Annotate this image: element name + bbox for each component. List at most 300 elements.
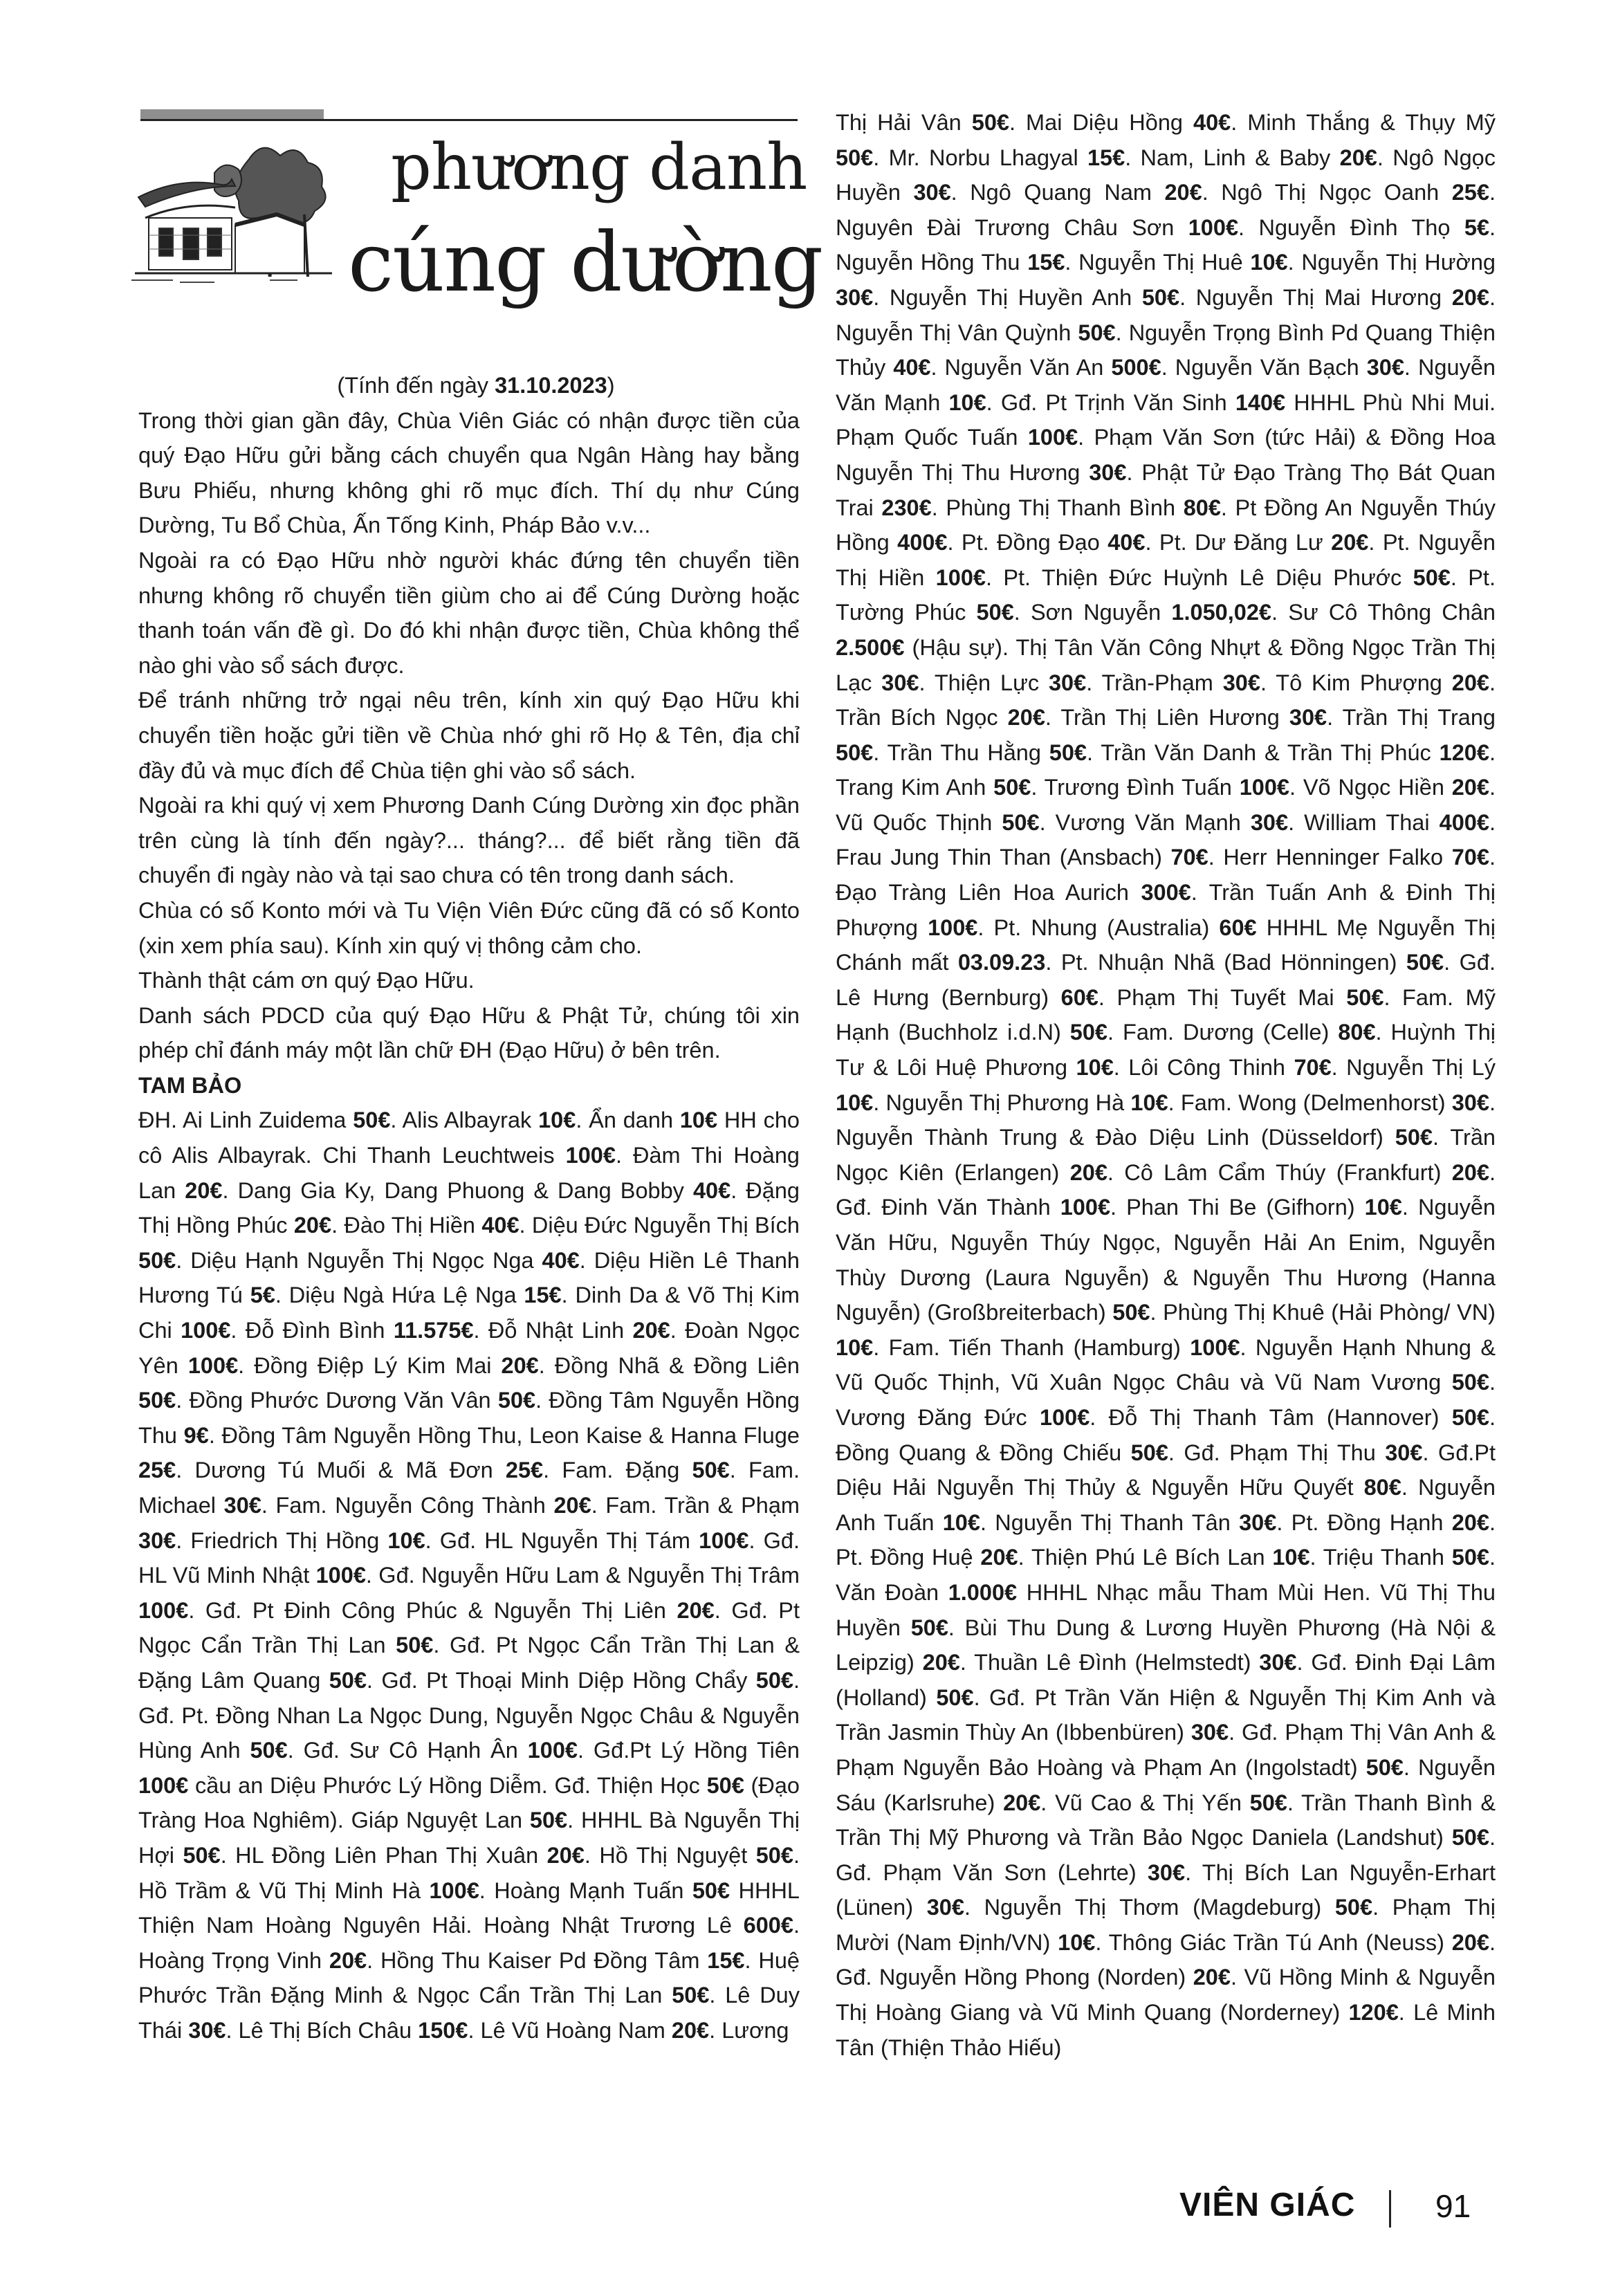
donor-text: . Nguyễn Văn Bạch — [1161, 355, 1367, 380]
donor-text: . Nguyễn Thị Phương Hà — [873, 1090, 1131, 1115]
donation-amount: 50€ — [250, 1738, 288, 1763]
donation-amount: 10€ — [1250, 250, 1288, 275]
donor-text: . Gđ. Pt Ngọc Cẩn Trần Thị Lan & Đặng Lâm Quang — [138, 1633, 800, 1693]
date-value: 31.10.2023 — [495, 373, 607, 398]
donation-amount: 30€ — [1089, 459, 1127, 485]
donation-amount: 500€ — [1111, 355, 1161, 380]
page-title-line1: phương danh — [391, 130, 807, 204]
donation-amount: 20€ — [1451, 1509, 1489, 1535]
donation-amount: 100€ — [315, 1563, 366, 1588]
donor-text: . Đào Thị Hiền — [331, 1213, 482, 1238]
donor-text: . Huỳnh Thị Tư & Lôi Huệ Phương — [836, 1020, 1496, 1081]
donor-text: . Frau Jung Thin Than (Ansbach) — [836, 809, 1496, 870]
donor-text: . Nguyễn Thị Huyền Anh — [873, 284, 1142, 310]
donor-text: . Nguyễn Trọng Bình Pd Quang Thiện Thủy — [836, 320, 1496, 380]
donor-text: . Minh Thắng & Thụy Mỹ — [1231, 110, 1496, 135]
donor-text: . Trần Thu Hằng — [873, 740, 1049, 765]
donation-amount: 50€ — [1346, 984, 1384, 1010]
donation-amount: 50€ — [755, 1667, 793, 1693]
intro-paragraph: Để tránh những trở ngại nêu trên, kính xin quý Đạo Hữu khi chuyển tiền hoặc gửi tiền về Chùa nhớ ghi rõ Họ & Tên, địa chỉ đầy đủ và mục đích để Chùa tiện ghi vào sổ sách. — [138, 688, 800, 783]
donation-amount: 30€ — [188, 2017, 226, 2043]
donor-text: . Dương Tú Muối & Mã Đơn — [176, 1458, 506, 1483]
donation-amount: 20€ — [1451, 1159, 1489, 1185]
donor-text: . Pt. Nhuận Nhã (Bad Hönningen) — [1045, 950, 1406, 975]
donor-text: . Tô Kim Phượng — [1260, 670, 1452, 695]
donor-text: . Đàm Thi Hoàng Lan — [138, 1143, 800, 1203]
donation-amount: 30€ — [1048, 670, 1087, 695]
donor-text: . Nguyễn Hạnh Nhung & Vũ Quốc Thịnh, Vũ Xuân Ngọc Châu và Vũ Nam Vương — [836, 1334, 1496, 1395]
donor-text: . Cô Lâm Cẩm Thúy (Frankfurt) — [1107, 1159, 1452, 1185]
donation-amount: 40€ — [1107, 530, 1146, 555]
donation-amount: 100€ — [1188, 214, 1239, 240]
donation-amount: 50€ — [936, 1684, 974, 1710]
donor-text: . Fam. Michael — [138, 1458, 800, 1518]
donor-text: . Gđ. Pt Trần Văn Hiện & Nguyễn Thị Kim Anh và Trần Jasmin Thùy An (Ibbenbüren) — [836, 1684, 1496, 1745]
donation-amount: 10€ — [1058, 1929, 1096, 1955]
donor-text: . Diệu Ngà Hứa Lệ Nga — [275, 1283, 524, 1308]
donor-text: . Đỗ Đình Bình — [230, 1318, 394, 1343]
donor-text: . Fam. Wong (Delmenhorst) — [1168, 1090, 1452, 1115]
donor-text: . Gđ. Pt Đinh Công Phúc & Nguyễn Thị Liên — [188, 1597, 677, 1623]
donor-text: . Diệu Hạnh Nguyễn Thị Ngọc Nga — [176, 1247, 542, 1273]
donation-amount: 400€ — [897, 530, 948, 555]
donation-amount: 5€ — [250, 1283, 275, 1308]
donation-amount: 20€ — [1339, 145, 1377, 170]
donation-amount: 20€ — [1331, 530, 1369, 555]
donor-text: . Nguyễn Anh Tuấn — [836, 1475, 1496, 1535]
donation-amount: 30€ — [836, 284, 874, 310]
donation-amount: 40€ — [481, 1213, 520, 1238]
donor-text: . Fam. Dương (Celle) — [1107, 1020, 1339, 1045]
donation-amount: 30€ — [881, 670, 919, 695]
donor-text: . Thiện Lực — [919, 670, 1049, 695]
donor-text: . Dang Gia Ky, Dang Phuong & Dang Bobby — [222, 1177, 693, 1203]
donation-amount: 80€ — [1183, 495, 1221, 520]
donor-text: . Nguyễn Đình Thọ — [1238, 214, 1464, 240]
donation-amount: 03.09.23 — [957, 950, 1046, 975]
donor-text: . Gđ. Đinh Đại Lâm (Holland) — [836, 1650, 1496, 1710]
donor-text: . Đồng Nhã & Đồng Liên — [538, 1352, 800, 1378]
donor-text: . Võ Ngọc Hiền — [1289, 775, 1452, 800]
donation-amount: 30€ — [1451, 1090, 1489, 1115]
left-column — [138, 368, 800, 2048]
donor-text: . Gđ. Pt Thoại Minh Diệp Hồng Chẩy — [366, 1667, 756, 1693]
donation-amount: 20€ — [632, 1318, 670, 1343]
donor-text: . Fam. Tiến Thanh (Hamburg) — [873, 1334, 1190, 1360]
donation-amount: 50€ — [1395, 1125, 1433, 1150]
donation-amount: 120€ — [1439, 740, 1489, 765]
donation-amount: 50€ — [1130, 1440, 1168, 1465]
right-column — [836, 105, 1496, 2065]
donor-text: ĐH. Ai Linh Zuidema — [138, 1108, 353, 1133]
donation-amount: 10€ — [679, 1108, 718, 1133]
donation-amount: 100€ — [935, 564, 986, 590]
donation-amount: 30€ — [1289, 705, 1327, 731]
donation-amount: 60€ — [1060, 984, 1098, 1010]
donation-amount: 50€ — [1078, 320, 1116, 345]
date-suffix: ) — [607, 373, 615, 398]
intro-paragraph: Thành thật cám ơn quý Đạo Hữu. — [138, 968, 475, 993]
donor-text: . Gđ. Pt. Đồng Nhan La Ngọc Dung, Nguyễn Ngọc Châu & Nguyễn Hùng Anh — [138, 1667, 800, 1763]
donation-amount: 20€ — [980, 1545, 1018, 1570]
donor-text: . Thông Giác Trần Tú Anh (Neuss) — [1095, 1929, 1452, 1955]
donor-text: . Nguyễn Văn Mạnh — [836, 355, 1496, 415]
donor-text: . Thuần Lê Đình (Helmstedt) — [959, 1650, 1260, 1675]
donor-text: . Nam, Linh & Baby — [1125, 145, 1340, 170]
donation-amount: 70€ — [1294, 1055, 1332, 1081]
date-prefix: (Tính đến ngày — [337, 373, 495, 398]
donation-amount: 30€ — [926, 1895, 964, 1920]
donor-text: . Nguyễn Thị Huê — [1065, 250, 1251, 275]
donation-amount: 50€ — [138, 1247, 176, 1273]
donor-text: HHHL Mẹ Nguyễn Thị Chánh mất — [836, 915, 1496, 975]
donor-text: . HHHL Bà Nguyễn Thị Hợi — [138, 1808, 800, 1868]
donor-text: . Thiện Phú Lê Bích Lan — [1018, 1545, 1273, 1570]
donor-text: . Đỗ Thị Thanh Tâm (Hannover) — [1090, 1404, 1452, 1430]
donation-amount: 15€ — [1027, 250, 1065, 275]
donor-text: . Nguyễn Thị Thanh Tân — [980, 1509, 1240, 1535]
donor-text: . Gđ. Phạm Thị Thu — [1168, 1440, 1386, 1465]
donor-text: . Trần-Phạm — [1086, 670, 1223, 695]
donor-text: . Pt. Đồng Hạnh — [1276, 1509, 1452, 1535]
donor-text: . Dinh Da & Võ Thị Kim Chi — [138, 1283, 800, 1343]
donor-text: . Nguyễn Thành Trung & Đào Diệu Linh (Düsseldorf) — [836, 1090, 1496, 1150]
donation-amount: 20€ — [671, 2017, 710, 2043]
donor-text: . Mr. Norbu Lhagyal — [873, 145, 1087, 170]
donation-amount: 600€ — [743, 1913, 793, 1938]
donation-amount: 20€ — [1193, 1965, 1231, 1990]
donation-amount: 100€ — [138, 1597, 189, 1623]
donor-text: . William Thai — [1288, 809, 1440, 835]
donation-amount: 20€ — [501, 1352, 539, 1378]
intro-paragraph: Ngoài ra có Đạo Hữu nhờ người khác đứng tên chuyển tiền nhưng không rõ chuyển tiền giùm cho ai để Cúng Dường hoặc thanh toán vấn đề gì. Do đó khi nhận được tiền, Chùa không thể nào ghi vào sổ sách được. — [138, 547, 800, 678]
donation-amount: 15€ — [524, 1283, 562, 1308]
donation-amount: 2.500€ — [836, 634, 905, 660]
donor-text: . Trần Bích Ngọc — [836, 670, 1496, 731]
donation-amount: 50€ — [910, 1615, 948, 1640]
donor-text: . Fam. Trần & Phạm — [591, 1493, 800, 1518]
donor-text: . Phạm Thị Tuyết Mai — [1098, 984, 1347, 1010]
donation-amount: 80€ — [1338, 1020, 1376, 1045]
donor-text: . Phạm Thị Mười (Nam Định/VN) — [836, 1895, 1496, 1955]
donation-amount: 20€ — [1451, 670, 1489, 695]
donor-text: . Pt Đồng An Nguyễn Thúy Hồng — [836, 495, 1496, 555]
donor-text: . Nguyễn Hồng Thu — [836, 214, 1496, 275]
donation-amount: 50€ — [138, 1388, 176, 1413]
donor-text: . Trần Thị Trang — [1327, 705, 1496, 731]
donation-amount: 100€ — [1190, 1334, 1240, 1360]
donation-amount: 10€ — [942, 1509, 980, 1535]
donor-text: . Pt. Nguyễn Thị Hiền — [836, 530, 1496, 590]
donor-text: . Đỗ Nhật Linh — [473, 1318, 633, 1343]
donation-amount: 50€ — [1451, 1404, 1489, 1430]
intro-paragraph: Trong thời gian gần đây, Chùa Viên Giác có nhận được tiền của quý Đạo Hữu gửi bằng cách chuyển qua Ngân Hàng hay bằng Bưu Phiếu, nhưng không ghi rõ mục đích. Thí dụ như Cúng Dường, Tu Bổ Chùa, Ấn Tống Kinh, Pháp Bảo v.v... — [138, 407, 800, 538]
donation-amount: 60€ — [1219, 915, 1257, 940]
donation-amount: 50€ — [971, 110, 1010, 135]
donation-amount: 30€ — [223, 1493, 261, 1518]
donation-amount: 120€ — [1348, 2000, 1399, 2026]
donor-text: HHHL Phù Nhi Mui. Phạm Quốc Tuấn — [836, 389, 1496, 450]
donor-text: . Sư Cô Thông Chân — [1271, 600, 1496, 625]
donation-amount: 20€ — [185, 1177, 223, 1203]
donation-amount: 100€ — [138, 1772, 189, 1798]
donation-amount: 50€ — [1451, 1545, 1489, 1570]
donor-text: . Vũ Quốc Thịnh — [836, 775, 1496, 835]
donor-text: . Diệu Hiền Lê Thanh Hương Tú — [138, 1247, 800, 1308]
donation-amount: 11.575€ — [393, 1318, 474, 1343]
donor-text: . Alis Albayrak — [390, 1108, 539, 1133]
donation-amount: 20€ — [1003, 1790, 1041, 1815]
donor-text: . Vũ Cao & Thị Yến — [1040, 1790, 1250, 1815]
donor-text: . Nguyễn Thị Thơm (Magdeburg) — [964, 1895, 1335, 1920]
donor-text: . Gđ.Pt Lý Hồng Tiên — [577, 1738, 800, 1763]
donor-text: . Nguyễn Thị Mai Hương — [1179, 284, 1452, 310]
donor-text: . Gđ. Lê Hưng (Bernburg) — [836, 950, 1496, 1010]
donor-text: . Đồng Tâm Nguyễn Hồng Thu, Leon Kaise & Hanna Fluge — [208, 1422, 800, 1448]
donation-amount: 20€ — [553, 1493, 591, 1518]
donor-text: . Gđ. Pt Ngọc Cẩn Trần Thị Lan — [138, 1597, 800, 1658]
donor-text: . Gđ. Sư Cô Hạnh Ân — [287, 1738, 528, 1763]
donor-text: . Ngô Thị Ngọc Oanh — [1202, 180, 1452, 205]
donor-text: . Fam. Mỹ Hạnh (Buchholz i.d.N) — [836, 984, 1496, 1045]
donor-text: . Friedrich Thị Hồng — [176, 1527, 388, 1553]
footer-divider — [1389, 2190, 1391, 2228]
donation-amount: 50€ — [836, 740, 874, 765]
donation-amount: 20€ — [293, 1213, 332, 1238]
donor-text: . Gđ. HL Vũ Minh Nhật — [138, 1527, 800, 1588]
donor-text: . Trần Tuấn Anh & Đinh Thị Phượng — [836, 880, 1496, 940]
donation-amount: 50€ — [1334, 1895, 1373, 1920]
donor-text: HHHL Thiện Nam Hoàng Nguyên Hải. Hoàng Nhật Trương Lê — [138, 1877, 800, 1938]
donation-amount: 25€ — [138, 1458, 176, 1483]
intro-paragraph: Chùa có số Konto mới và Tu Viện Viên Đức cũng đã có số Konto (xin xem phía sau). Kính xin quý vị thông cảm cho. — [138, 897, 800, 958]
donation-amount: 30€ — [1366, 355, 1404, 380]
donation-amount: 9€ — [183, 1422, 209, 1448]
donation-amount: 30€ — [1147, 1859, 1186, 1885]
donor-text: . Đồng Điệp Lý Kim Mai — [238, 1352, 502, 1378]
donor-text: Thị Hải Vân — [836, 110, 972, 135]
donor-text: . Herr Henninger Falko — [1208, 845, 1452, 870]
donation-amount: 50€ — [976, 600, 1014, 625]
donor-text: cầu an Diệu Phước Lý Hồng Diễm. Gđ. Thiện Học — [188, 1772, 707, 1798]
donor-text: . Ngô Quang Nam — [950, 180, 1165, 205]
donor-text: . Đồng Tâm Nguyễn Hồng Thu — [138, 1388, 800, 1448]
donor-text: . Pt. Tường Phúc — [836, 564, 1496, 625]
donation-amount: 25€ — [505, 1458, 544, 1483]
donor-text: . Gđ. Nguyễn Hồng Phong (Norden) — [836, 1929, 1496, 1990]
donation-amount: 100€ — [1060, 1195, 1111, 1220]
donor-text: . Pt. Đồng Huệ — [836, 1509, 1496, 1570]
donation-amount: 20€ — [1007, 705, 1045, 731]
donor-text: . Gđ. Đinh Văn Thành — [836, 1159, 1496, 1220]
donation-amount: 20€ — [1451, 1929, 1489, 1955]
donor-text: . Gđ.Pt Diệu Hải Nguyễn Thị Thủy & Nguyễn Hữu Quyết — [836, 1440, 1496, 1500]
donor-text: . Nguyễn Sáu (Karlsruhe) — [836, 1754, 1496, 1815]
donation-amount: 50€ — [1249, 1790, 1287, 1815]
donor-text: . Hồng Thu Kaiser Pd Đồng Tâm — [367, 1947, 708, 1973]
donor-text: . Sơn Nguyễn — [1013, 600, 1172, 625]
donation-amount: 10€ — [1076, 1055, 1114, 1081]
donation-amount: 100€ — [1027, 425, 1078, 450]
donor-text: . Pt. Dư Đăng Lư — [1145, 530, 1332, 555]
donation-amount: 50€ — [1451, 1825, 1489, 1850]
donation-amount: 30€ — [1190, 1720, 1229, 1745]
donation-amount: 30€ — [1385, 1440, 1423, 1465]
donation-amount: 10€ — [538, 1108, 576, 1133]
donation-amount: 100€ — [181, 1318, 231, 1343]
donor-text: . Gđ. Phạm Thị Vân Anh & Phạm Nguyễn Bảo Hoàng và Phạm An (Ingolstadt) — [836, 1720, 1496, 1780]
donation-amount: 150€ — [418, 2017, 468, 2043]
donor-text: . Gđ. HL Nguyễn Thị Tám — [425, 1527, 699, 1553]
donation-amount: 10€ — [836, 1090, 874, 1115]
donation-amount: 30€ — [913, 180, 951, 205]
donation-amount: 30€ — [1259, 1650, 1297, 1675]
donation-amount: 10€ — [1364, 1195, 1402, 1220]
page-title-line2: cúng dường — [348, 214, 822, 310]
donation-amount: 50€ — [755, 1842, 793, 1868]
donation-amount: 50€ — [529, 1808, 568, 1833]
donation-amount: 20€ — [1451, 775, 1489, 800]
donation-list-left — [138, 1103, 800, 2048]
donation-amount: 25€ — [1451, 180, 1489, 205]
donor-text: . Nguyễn Thị Vân Quỳnh — [836, 284, 1496, 345]
donation-amount: 50€ — [329, 1667, 367, 1693]
donor-text: . Pt. Thiện Đức Huỳnh Lê Diệu Phước — [985, 564, 1413, 590]
donation-amount: 100€ — [928, 915, 978, 940]
donation-amount: 30€ — [1239, 1509, 1277, 1535]
donation-amount: 230€ — [881, 495, 932, 520]
donation-amount: 100€ — [1239, 775, 1289, 800]
donation-amount: 20€ — [329, 1947, 367, 1973]
donor-text: . Nguyễn Thị Lý — [1331, 1055, 1496, 1081]
date-line — [138, 368, 800, 403]
donor-text: . Nguyên Đài Trương Châu Sơn — [836, 180, 1496, 240]
donation-amount: 1.000€ — [948, 1579, 1018, 1605]
donor-text: . Hồ Thị Nguyệt — [584, 1842, 756, 1868]
donation-amount: 50€ — [1002, 809, 1040, 835]
donation-amount: 10€ — [948, 389, 986, 415]
donation-amount: 50€ — [1366, 1754, 1404, 1780]
donor-text: . Lôi Công Thinh — [1113, 1055, 1294, 1081]
donor-text: (Hậu sự). Thị Tân Văn Công Nhựt & Đồng Ngọc Trần Thị Lạc — [836, 634, 1496, 695]
donor-text: . Vương Đăng Đức — [836, 1370, 1496, 1430]
donation-amount: 20€ — [1069, 1159, 1107, 1185]
donation-amount: 70€ — [1451, 845, 1489, 870]
donation-amount: 40€ — [893, 355, 931, 380]
donor-text: . Phùng Thị Khuê (Hải Phòng/ VN) — [1150, 1300, 1496, 1325]
donation-amount: 70€ — [1170, 845, 1208, 870]
donor-text: . Lương — [709, 2017, 789, 2043]
donor-text: (Đạo Tràng Hoa Nghiêm). Giáp Nguyệt Lan — [138, 1772, 800, 1833]
donation-list-right — [836, 105, 1496, 2065]
donation-amount: 50€ — [1406, 950, 1444, 975]
donor-text: . Đồng Quang & Đồng Chiếu — [836, 1404, 1496, 1465]
donor-text: . Pt. Đồng Đạo — [947, 530, 1108, 555]
donation-amount: 50€ — [706, 1772, 744, 1798]
donor-text: . Gđ. Pt Trịnh Văn Sinh — [986, 389, 1235, 415]
donation-amount: 40€ — [542, 1247, 580, 1273]
donation-amount: 100€ — [1039, 1404, 1090, 1430]
donor-text: . Phan Thi Be (Gifhorn) — [1110, 1195, 1365, 1220]
donation-amount: 50€ — [672, 1983, 710, 2008]
donor-text: . Thị Bích Lan Nguyễn-Erhart (Lünen) — [836, 1859, 1496, 1920]
donation-amount: 30€ — [138, 1527, 176, 1553]
donor-text: . Bùi Thu Dung & Lương Huyền Phương (Hà Nội & Leipzig) — [836, 1615, 1496, 1675]
donation-amount: 30€ — [1250, 809, 1289, 835]
donor-text: . Trần Thị Liên Hương — [1045, 705, 1289, 731]
donation-amount: 400€ — [1439, 809, 1489, 835]
donation-amount: 20€ — [546, 1842, 585, 1868]
donation-amount: 100€ — [527, 1738, 578, 1763]
donation-amount: 50€ — [993, 775, 1031, 800]
donor-text: . Mai Diệu Hồng — [1009, 110, 1193, 135]
donation-amount: 30€ — [1222, 670, 1260, 695]
donation-amount: 20€ — [1164, 180, 1202, 205]
donor-text: . Gđ. Nguyễn Hữu Lam & Nguyễn Thị Trâm — [365, 1563, 800, 1588]
donor-text: . Phùng Thị Thanh Bình — [931, 495, 1184, 520]
donation-amount: 50€ — [497, 1388, 536, 1413]
donation-amount: 15€ — [1087, 145, 1125, 170]
donation-amount: 80€ — [1363, 1475, 1401, 1500]
donor-text: . Trương Đình Tuấn — [1031, 775, 1240, 800]
donation-amount: 50€ — [1451, 1370, 1489, 1395]
donor-text: . Nguyễn Thị Hường — [1287, 250, 1496, 275]
donation-amount: 40€ — [1193, 110, 1231, 135]
donor-text: . Lê Thị Bích Châu — [226, 2017, 419, 2043]
donation-amount: 140€ — [1235, 389, 1286, 415]
donation-amount: 50€ — [1141, 284, 1180, 310]
donation-amount: 100€ — [429, 1877, 479, 1903]
donor-text: . Văn Đoàn — [836, 1545, 1496, 1605]
donation-amount: 50€ — [1413, 564, 1451, 590]
donor-text: . Ngô Ngọc Huyền — [836, 145, 1496, 205]
donor-text: . Đặng Thị Hồng Phúc — [138, 1177, 800, 1238]
donation-amount: 50€ — [836, 145, 874, 170]
donor-text: . Trang Kim Anh — [836, 740, 1496, 800]
donor-text: . Phật Tử Đạo Tràng Thọ Bát Quan Trai — [836, 459, 1496, 520]
donation-amount: 50€ — [353, 1108, 391, 1133]
donor-text: . Hồ Trầm & Vũ Thị Minh Hà — [138, 1842, 800, 1903]
donor-text: . Ẩn danh — [576, 1108, 680, 1133]
donor-text: . Nguyễn Văn Hữu, Nguyễn Thúy Ngọc, Nguyễn Hải An Enim, Nguyễn Thùy Dương (Laura Nguyễn) & Nguyễn Thu Hương (Hanna Nguyễn) (Großbreiterbach) — [836, 1195, 1496, 1325]
donation-amount: 40€ — [692, 1177, 731, 1203]
donation-amount: 100€ — [565, 1143, 616, 1168]
donor-text: HH cho cô Alis Albayrak. Chi Thanh Leuchtweis — [138, 1108, 800, 1168]
donor-text: . Trần Văn Danh & Trần Thị Phúc — [1087, 740, 1440, 765]
donor-text: . Vũ Hồng Minh & Nguyễn Thị Hoàng Giang và Vũ Minh Quang (Norderney) — [836, 1965, 1496, 2026]
donor-text: . Diệu Đức Nguyễn Thị Bích — [519, 1213, 800, 1238]
donation-amount: 50€ — [396, 1633, 434, 1658]
section-heading: TAM BẢO — [138, 1072, 242, 1098]
donation-amount: 50€ — [183, 1842, 221, 1868]
donation-amount: 50€ — [1112, 1300, 1150, 1325]
donor-text: . Lê Duy Thái — [138, 1983, 800, 2043]
donor-text: . Triệu Thanh — [1309, 1545, 1452, 1570]
donation-amount: 10€ — [387, 1527, 425, 1553]
donation-amount: 10€ — [1130, 1090, 1168, 1115]
header-rule — [140, 119, 798, 121]
donor-text: . HL Đồng Liên Phan Thị Xuân — [220, 1842, 547, 1868]
donor-text: . Đoàn Ngọc Yên — [138, 1318, 800, 1378]
donor-text: . Lê Vũ Hoàng Nam — [468, 2017, 672, 2043]
temple-illustration-icon — [131, 131, 339, 304]
donation-amount: 50€ — [692, 1458, 730, 1483]
page-number: 91 — [1435, 2188, 1471, 2224]
donation-amount: 300€ — [1141, 880, 1191, 906]
donor-text: . Đồng Phước Dương Văn Vân — [176, 1388, 498, 1413]
donor-text: . Trần Thanh Bình & Trần Thị Mỹ Phương và Trần Bảo Ngọc Daniela (Landshut) — [836, 1790, 1496, 1850]
donor-text: . Vương Văn Mạnh — [1039, 809, 1251, 835]
